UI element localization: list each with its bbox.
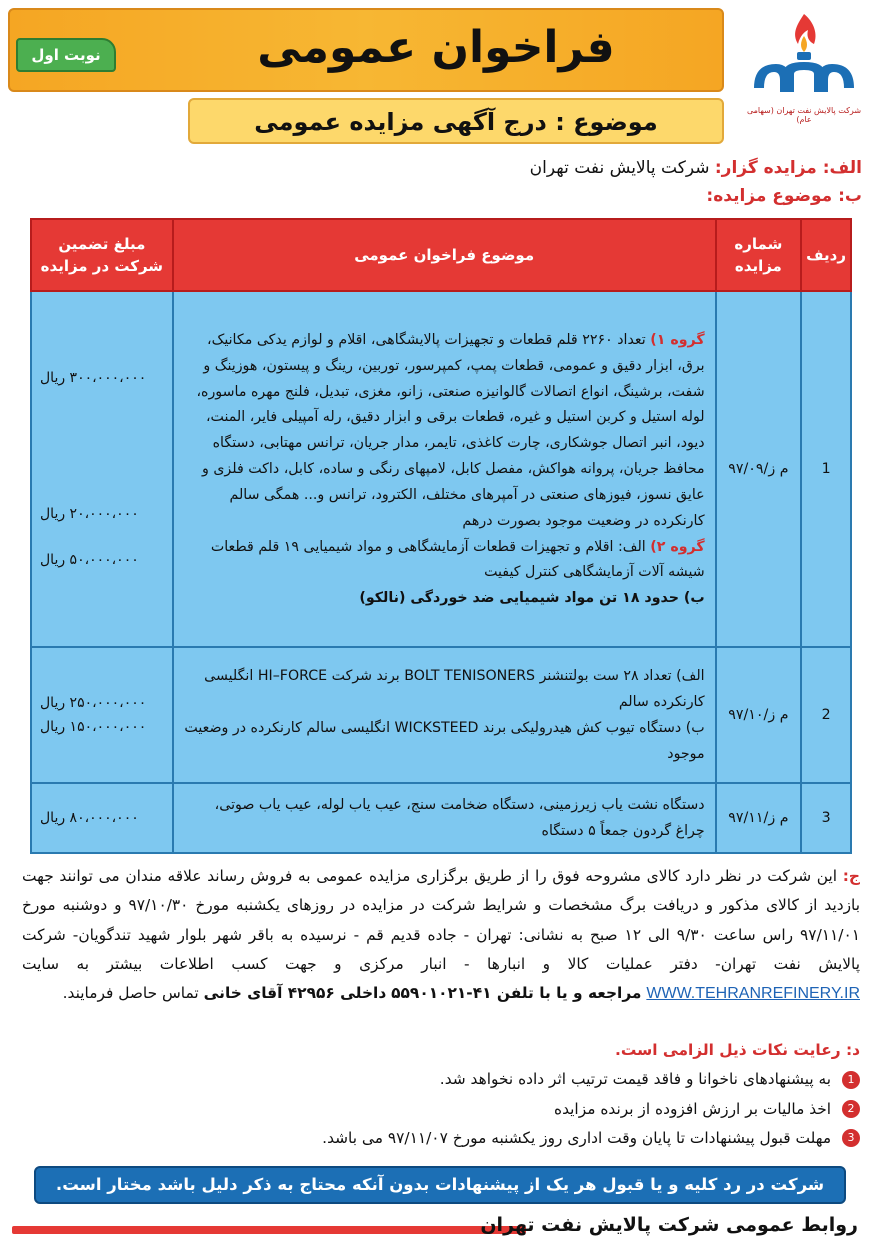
auction-subject: دستگاه نشت یاب زیرزمینی، دستگاه ضخامت سنج، عیب یاب لوله، عیب یاب صوتی، چراغ گردون جمعاً ۵ دستگاه xyxy=(173,783,716,853)
header-guarantee-amount: مبلغ تضمین شرکت در مزایده xyxy=(31,219,173,291)
requirements-section xyxy=(22,1036,860,1153)
rights-notice: شرکت در رد کلیه و یا قبول هر یک از پیشنهادات بدون آنکه محتاج به ذکر دلیل باشد مختار است. xyxy=(34,1166,846,1204)
page-title: فراخوان عمومی xyxy=(257,22,615,73)
auction-table xyxy=(30,218,852,854)
paragraph-label: ج: xyxy=(842,867,860,885)
header-row-number: ردیف xyxy=(801,219,851,291)
phone-text: مراجعه و یا با تلفن ۴۱-۵۵۹۰۱۰۲۱ xyxy=(391,984,642,1003)
list-item xyxy=(22,1065,860,1094)
item-text: اخذ مالیات بر ارزش افزوده از برنده مزایده xyxy=(554,1099,832,1118)
item-number-badge: 2 xyxy=(842,1100,860,1118)
group-label: گروه ۱) xyxy=(650,331,705,348)
item-text: ب) دستگاه تیوب کش هیدرولیکی برند WICKSTEED انگلیسی سالم کارنکرده در وضعیت موجود xyxy=(184,720,705,762)
group-text: الف: اقلام و تجهیزات قطعات آزمایشگاهی و مواد شیمیایی ۱۹ قلم قطعات شیشه آلات آزمایشگاهی کنترل کیفیت xyxy=(210,538,705,581)
page-subtitle: موضوع : درج آگهی مزایده عمومی xyxy=(254,108,658,136)
extension-text: داخلی ۴۲۹۵۶ آقای خانی xyxy=(203,984,387,1003)
auction-number: م ز/۹۷/۱۱ xyxy=(716,783,802,853)
list-item xyxy=(22,1095,860,1124)
auction-subject xyxy=(173,647,716,783)
auctioneer-value: شرکت پالایش نفت تهران xyxy=(529,158,710,178)
group-label: گروه ۲) xyxy=(650,538,705,555)
row-number: 2 xyxy=(801,647,851,783)
refinery-logo-icon xyxy=(734,8,874,108)
paragraph-text: این شرکت در نظر دارد کالای مشروحه فوق را از طریق برگزاری مزایده عمومی به فروش رساند علاقه مندان می توانند جهت بازدید از کالای مذکور و دریافت برگ مشخصات و شرایط شرکت در مزایده در روزهای یکشنبه مورخ ۹۷/۱۰/۳۰ و دوشنبه مورخ ۹۷/۱۱/۰۱ راس ساعت ۹/۳۰ الی ۱۲ صبح به نشانی: تهران - جاده قدیم قم - نرسیده به باقر شهر بلوار شهید تندگویان- شرکت پالایش نفت تهران- دفتر عملیات کالا و انبارها - انبار مرکزی و جهت کسب اطلاعات بیشتر به سایت xyxy=(22,867,861,973)
auctioneer-label: الف: مزایده گزار: xyxy=(714,158,862,178)
requirements-label: د: رعایت نکات ذیل الزامی است. xyxy=(614,1041,860,1059)
website-link[interactable]: WWW.TEHRANREFINERY.IR xyxy=(646,985,860,1003)
header-auction-number: شماره مزایده xyxy=(716,219,802,291)
guarantee-amount xyxy=(31,783,173,853)
guarantee-amount xyxy=(31,647,173,783)
public-relations-signature: روابط عمومی شرکت پالایش نفت تهران xyxy=(480,1214,858,1236)
table-row xyxy=(31,783,851,853)
amount-value: ۲۵۰،۰۰۰،۰۰۰ ریال xyxy=(40,695,147,711)
item-text: الف) تعداد ۲۸ ست بولتنشنر BOLT TENISONERS برند شرکت HI–FORCE انگلیسی کارنکرده سالم xyxy=(204,668,705,711)
group-text: تعداد ۲۲۶۰ قلم قطعات و تجهیزات پالایشگاهی، اقلام و لوازم یدکی مکانیک، برق، ابزار دقیق و عمومی، قطعات پمپ، کمپرسور، توربین، رینگ و پیستون، هوزینگ و شفت، برشینگ، انواع اتصالات گالوانیزه صنعتی، زانو، مغزی، تبدیل، فلنج مهره ماسوره، لوله استیل و کربن استیل و غیره، قطعات برقی و ابزار دقیق، رله آمپیلی فایر، المنت، دیود، انبر اتصال جوشکاری، چارت کاغذی، تایمر، مدار جریان، ترانس مهتابی، دستگاه محافظ جریان، پروانه هواکش، مفصل کابل، لامپهای رنگی و ساده، کابل، داکت فلزی و عایق نسوز، فیوزهای صنعتی در آمپرهای مختلف، الکترود، ترانس و... همگی سالم کارنکرده در وضعیت موجود بصورت درهم xyxy=(196,331,705,529)
amount-value: ۲۰،۰۰۰،۰۰۰ ریال xyxy=(40,506,139,522)
amount-value: ۵۰،۰۰۰،۰۰۰ ریال xyxy=(40,552,139,568)
header-subject: موضوع فراخوان عمومی xyxy=(173,219,716,291)
list-item xyxy=(22,1124,860,1153)
table-row xyxy=(31,647,851,783)
invitation-paragraph xyxy=(22,862,860,1009)
auction-subject-line xyxy=(706,186,862,206)
table-header-row xyxy=(31,219,851,291)
header xyxy=(8,8,874,146)
row-number: 1 xyxy=(801,291,851,647)
item-text: به پیشنهادهای ناخوانا و فاقد قیمت ترتیب اثر داده نخواهد شد. xyxy=(439,1070,832,1089)
footer-divider xyxy=(12,1226,526,1234)
table-row xyxy=(31,291,851,647)
subtitle-band xyxy=(188,98,724,144)
auctioneer-line xyxy=(530,158,862,178)
auction-number: م ز/۹۷/۰۹ xyxy=(716,291,802,647)
amount-value: ۱۵۰،۰۰۰،۰۰۰ ریال xyxy=(40,719,147,735)
group-text: ب) حدود ۱۸ تن مواد شیمیایی ضد خوردگی (نالکو) xyxy=(359,590,705,607)
auction-number: م ز/۹۷/۱۰ xyxy=(716,647,802,783)
edition-badge: نوبت اول xyxy=(16,38,116,72)
row-number: 3 xyxy=(801,783,851,853)
item-text: مهلت قبول پیشنهادات تا پایان وقت اداری روز یکشنبه مورخ ۹۷/۱۱/۰۷ می باشد. xyxy=(322,1128,832,1147)
item-number-badge: 3 xyxy=(842,1129,860,1147)
amount-value: ۳۰۰،۰۰۰،۰۰۰ ریال xyxy=(40,370,147,386)
paragraph-text-end: تماس حاصل فرمایند. xyxy=(62,984,199,1003)
logo-caption: شرکت پالایش نفت تهران (سهامی عام) xyxy=(746,106,862,124)
refinery-logo xyxy=(734,8,874,132)
title-band xyxy=(8,8,724,92)
guarantee-amount xyxy=(31,291,173,647)
auction-subject-label: ب: موضوع مزایده: xyxy=(706,186,862,206)
amount-value: ۸۰،۰۰۰،۰۰۰ ریال xyxy=(40,810,139,826)
auction-subject xyxy=(173,291,716,647)
item-number-badge: 1 xyxy=(842,1071,860,1089)
